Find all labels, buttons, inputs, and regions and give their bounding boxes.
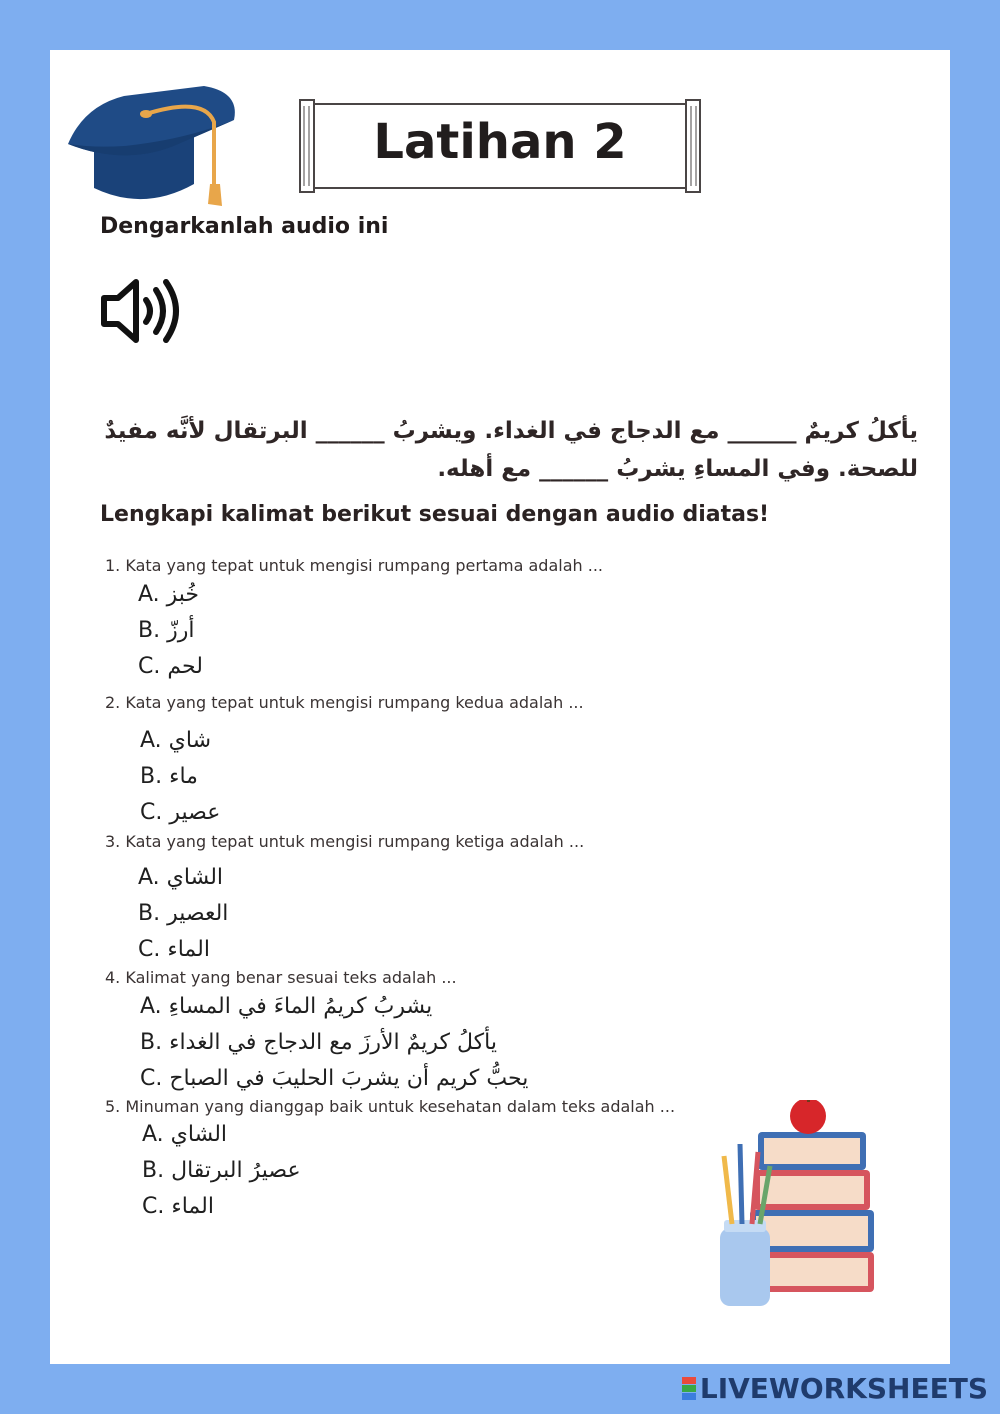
- q2-option-a[interactable]: A. شاي: [140, 728, 212, 753]
- arabic-passage: يأكلُ كريمٌ ______ مع الدجاج في الغداء. ويشربُ ______ البرتقال لأنَّه مفيدٌ للصحة. وفي المساءِ يشربُ ______ مع أهله.: [104, 418, 918, 482]
- q2-option-b[interactable]: B. ماء: [140, 764, 198, 789]
- speaker-icon[interactable]: [100, 278, 184, 344]
- q1-option-a[interactable]: A. خُبز: [138, 582, 200, 607]
- page-title: Latihan 2: [373, 114, 627, 170]
- q1-option-c[interactable]: C. لحم: [138, 654, 203, 679]
- question-3: 3. Kata yang tepat untuk mengisi rumpang ketiga adalah ...: [105, 832, 585, 851]
- q4-option-b[interactable]: B. يأكلُ كريمٌ الأرزَ مع الدجاج في الغداء: [140, 1030, 497, 1055]
- audio-instruction: Dengarkanlah audio ini: [100, 214, 389, 239]
- q4-option-c[interactable]: C. يحبُّ كريم أن يشربَ الحليبَ في الصباح: [140, 1066, 529, 1091]
- complete-instruction: Lengkapi kalimat berikut sesuai dengan audio diatas!: [100, 502, 770, 527]
- q3-option-b[interactable]: B. العصير: [138, 901, 229, 926]
- books-apple-illustration: [710, 1100, 880, 1312]
- q5-option-b[interactable]: B. عصيرُ البرتقال: [142, 1158, 301, 1183]
- q3-option-c[interactable]: C. الماء: [138, 937, 210, 962]
- question-4: 4. Kalimat yang benar sesuai teks adalah ...: [105, 968, 457, 987]
- graduation-cap-icon: [64, 76, 240, 216]
- q1-option-b[interactable]: B. أرزّ: [138, 618, 195, 643]
- q3-option-a[interactable]: A. الشاي: [138, 865, 224, 890]
- q5-option-a[interactable]: A. الشاي: [142, 1122, 228, 1147]
- q5-option-c[interactable]: C. الماء: [142, 1194, 214, 1219]
- logo-text: LIVEWORKSHEETS: [699, 1372, 988, 1405]
- worksheet-page: [50, 50, 950, 1364]
- liveworksheets-logo: [682, 1372, 988, 1405]
- logo-mark-icon: [682, 1377, 696, 1400]
- question-1: 1. Kata yang tepat untuk mengisi rumpang pertama adalah ...: [105, 556, 603, 575]
- question-2: 2. Kata yang tepat untuk mengisi rumpang kedua adalah ...: [105, 693, 584, 712]
- q4-option-a[interactable]: A. يشربُ كريمُ الماءَ في المساءِ: [140, 994, 433, 1019]
- q2-option-c[interactable]: C. عصير: [140, 800, 221, 825]
- question-5: 5. Minuman yang dianggap baik untuk kesehatan dalam teks adalah ...: [105, 1097, 676, 1116]
